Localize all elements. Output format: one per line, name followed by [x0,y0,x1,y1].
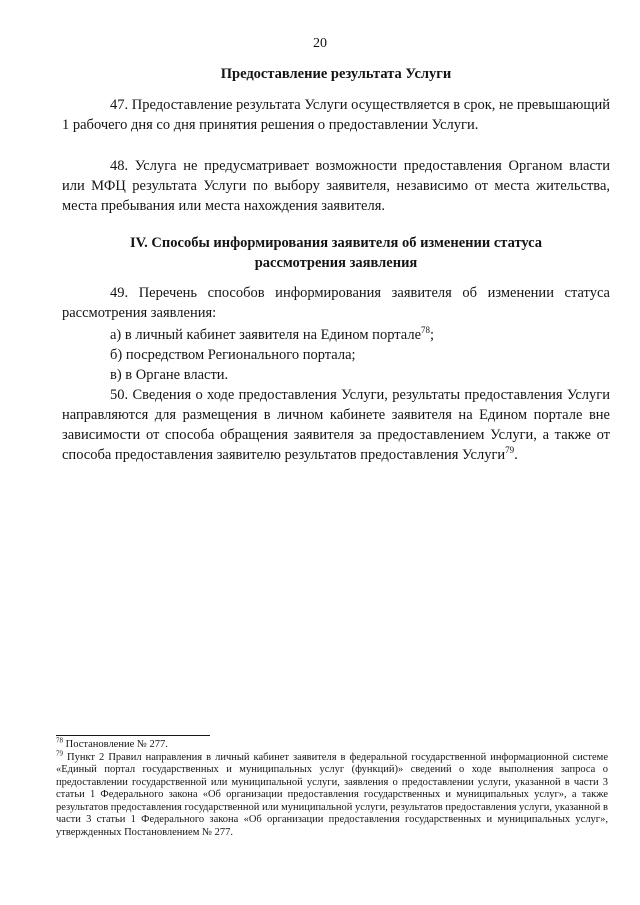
footnotes [56,736,608,839]
list-item-a-end: ; [430,327,435,343]
paragraph-50 [62,385,610,465]
footnote-ref-79: 79 [505,445,515,456]
list-item-b: б) посредством Регионального портала; [110,347,356,363]
section-heading-line-1: IV. Способы информирования заявителя об изменении статуса [129,235,543,251]
section-heading-line-2: рассмотрения заявления [254,255,418,271]
list-item-v: в) в Органе власти. [110,367,229,383]
page-number: 20 [313,36,327,51]
footnote-78-number: 78 [56,736,63,745]
paragraph-48: 48. Услуга не предусматривает возможности предоставления Органом власти или МФЦ результата Услуги по выбору заявителя, независимо от места жительства, места пребывания или места нахождения заявителя. [62,158,610,214]
footnote-ref-78: 78 [421,325,430,336]
footnote-79-text: Пункт 2 Правил направления в личный кабинет заявителя в федеральной государственной информационной системе «Единый портал государственных и муниципальных услуг (функций)» сведений о ходе выполнения запроса о предоставлении государственной или муниципальной услуги, заявления о предоставлении услуги, указанной в части 3 статьи 1 Федерального закона «Об организации предоставления государственных и муниципальных услуг», а также результатов предоставления государственной или муниципальной услуги, результатов предоставления услуги, указанной в части 3 статьи 1 Федерального закона «Об организации предоставления государственных и муниципальных услуг», утвержденных Постановлением № 277. [56,751,608,838]
footnote-78 [56,736,608,752]
footnote-79-number: 79 [56,749,63,757]
section-heading-informing [62,233,610,273]
footnote-79 [56,749,608,840]
paragraph-50-text: 50. Сведения о ходе предоставления Услуги, результаты предоставления Услуги направляются для размещения в личном кабинете заявителя на Едином портале вне зависимости от способа обращения заявителя за предоставлением Услуги, а также от способа предоставления заявителю результатов предоставления Услуги [62,387,610,463]
footnote-divider [56,735,210,736]
paragraph-49: 49. Перечень способов информирования заявителя об изменении статуса рассмотрения заявления: [62,285,610,321]
section-heading-result: Предоставление результата Услуги [220,66,452,82]
paragraph-50-end: . [514,447,518,463]
list-item-a-text: а) в личный кабинет заявителя на Едином портале [110,327,421,343]
footnote-78-text: Постановление № 277. [63,739,168,750]
paragraph-47: 47. Предоставление результата Услуги осуществляется в срок, не превышающий 1 рабочего дня со дня принятия решения о предоставлении Услуги. [62,97,610,133]
list-item-a [62,325,610,345]
